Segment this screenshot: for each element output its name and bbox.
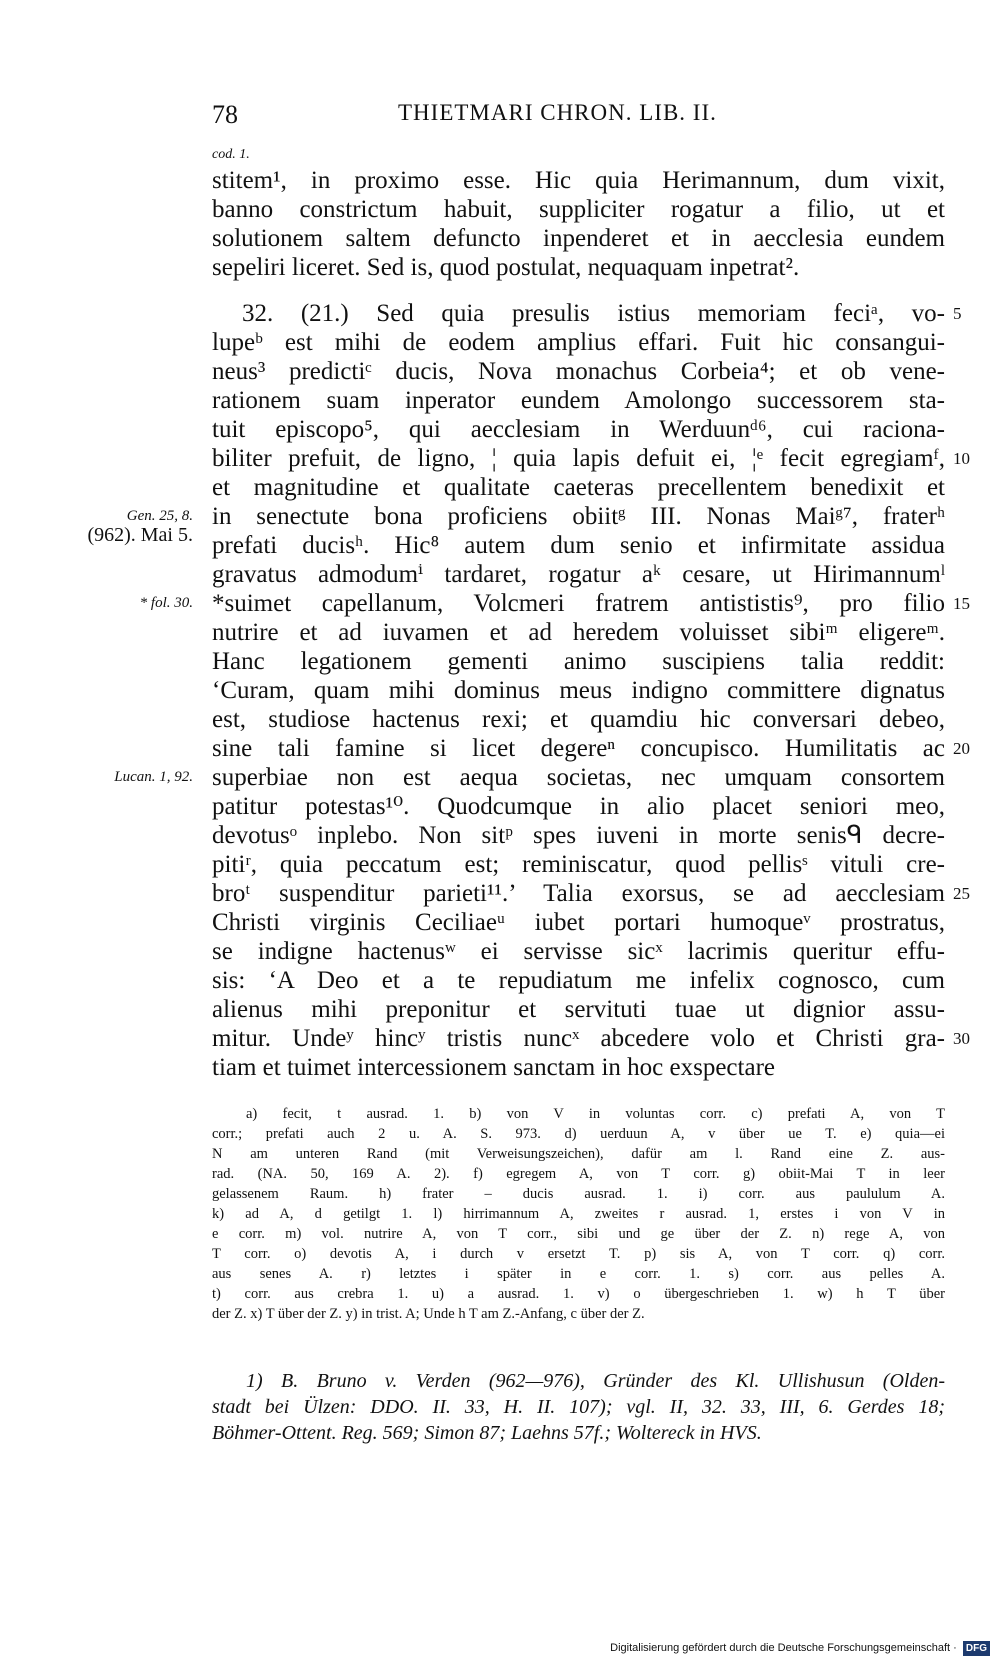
variant-line: T corr. o) devotis A, i durch v ersetzt T. p) sis A, von T corr. q) corr. <box>212 1246 945 1262</box>
text-line: 32. (21.) Sed quia presulis istius memoriam feciᵃ, vo- <box>242 300 945 327</box>
text-line: stitem¹, in proximo esse. Hic quia Herimannum, dum vixit, <box>212 167 945 194</box>
text-line: sis: ‘A Deo et a te repudiatum me infelix cognosco, cum <box>212 967 945 994</box>
text-line: prefati ducisʰ. Hic⁸ autem dum senio et infirmitate assidua <box>212 532 945 559</box>
footnote-line: Böhmer-Ottent. Reg. 569; Simon 87; Laehns 57f.; Woltereck in HVS. <box>212 1422 762 1444</box>
text-line: tiam et tuimet intercessionem sanctam in hoc exspectare <box>212 1054 775 1081</box>
dfg-logo: DFG <box>963 1641 990 1656</box>
line-number: 25 <box>953 884 970 903</box>
variant-apparatus <box>212 1104 945 1324</box>
text-line: Hanc legationem gementi animo suscipiens talia reddit: <box>212 648 945 675</box>
text-line: broᵗ suspenditur parieti¹¹.’ Talia exorsus, se ad aecclesiam <box>212 880 945 907</box>
text-line: superbiae non est aequa societas, nec umquam consortem <box>212 764 945 791</box>
line-number: 20 <box>953 739 970 758</box>
text-line: pitiʳ, quia peccatum est; reminiscatur, quod pellisˢ vituli cre- <box>212 851 945 878</box>
text-line: sine tali famine si licet degereⁿ concupisco. Humilitatis ac <box>212 735 945 762</box>
running-title: THIETMARI CHRON. LIB. II. <box>398 100 717 125</box>
variant-line: gelassenem Raum. h) frater – ducis ausrad. 1. i) corr. aus paululum A. <box>212 1186 945 1202</box>
margin-note: Gen. 25, 8. <box>126 508 193 524</box>
text-line: gravatus admodumⁱ tardaret, rogatur aᵏ cesare, ut Hirimannumˡ <box>212 561 945 588</box>
page-number: 78 <box>212 100 238 129</box>
text-line: lupeᵇ est mihi de eodem amplius effari. Fuit hic consangui- <box>212 329 945 356</box>
margin-note: Lucan. 1, 92. <box>114 769 193 785</box>
line-number: 30 <box>953 1029 970 1048</box>
text-line: *suimet capellanum, Volcmeri fratrem antististis⁹, pro filio <box>212 590 945 617</box>
text-line: et magnitudine et qualitate caeteras precellentem benedixit et <box>212 474 945 501</box>
text-line: patitur potestas¹⁰. Quodcumque in alio placet seniori meo, <box>212 793 945 820</box>
variant-line: aus senes A. r) letztes i später in e corr. 1. s) corr. aus pelles A. <box>212 1266 945 1282</box>
credit-text: Digitalisierung gefördert durch die Deutsche Forschungsgemeinschaft · <box>610 1642 957 1654</box>
line-number: 10 <box>953 449 970 468</box>
cod-note: cod. 1. <box>212 147 250 162</box>
text-line: nutrire et ad iuvamen et ad heredem voluisset sibiᵐ eligereᵐ. <box>212 619 945 646</box>
line-number: 5 <box>953 304 962 323</box>
variant-line: k) ad A, d getilgt 1. l) hirrimannum A, zweites r ausrad. 1, erstes i von V in <box>212 1206 945 1222</box>
variant-line: e corr. m) vol. nutrire A, von T corr., sibi und ge über der Z. n) rege A, von <box>212 1226 945 1242</box>
margin-note-folio: * fol. 30. <box>139 595 193 611</box>
variant-line: t) corr. aus crebra 1. u) a ausrad. 1. v) o übergeschrieben 1. w) h T über <box>212 1286 945 1302</box>
text-line: solutionem saltem defuncto inpenderet et in aecclesia eundem <box>212 225 945 252</box>
text-line: alienus mihi preponitur et servituti tuae ut dignior assu- <box>212 996 945 1023</box>
footnotes <box>212 1368 945 1446</box>
text-line: Christi virginis Ceciliaeᵘ iubet portari humoqueᵛ prostratus, <box>212 909 945 936</box>
text-line: est, studiose hactenus rexi; et quamdiu hic conversari debeo, <box>212 706 945 733</box>
text-line: biliter prefuit, de ligno, ¦ quia lapis defuit ei, ¦ᵉ fecit egregiamᶠ, <box>212 445 945 472</box>
text-line: in senectute bona proficiens obiitᵍ III. Nonas Maiᵍ⁷, fraterʰ <box>212 503 945 530</box>
variant-line: der Z. x) T über der Z. y) in trist. A; Unde h T am Z.-Anfang, c über der Z. <box>212 1306 645 1322</box>
text-line: devotusᵒ inplebo. Non sitᵖ spes iuveni in morte senisᑫ decre- <box>212 822 945 849</box>
text-line: neus³ predictiᶜ ducis, Nova monachus Corbeia⁴; et ob vene- <box>212 358 945 385</box>
line-number: 15 <box>953 594 970 613</box>
digitization-credit <box>610 1639 990 1657</box>
text-line: rationem suam inperator eundem Amolongo successorem sta- <box>212 387 945 414</box>
footnote-line: stadt bei Ülzen: DDO. II. 33, H. II. 107); vgl. II, 32. 33, III, 6. Gerdes 18; <box>212 1396 945 1418</box>
text-line: sepeliri liceret. Sed is, quod postulat, nequaquam inpetrat². <box>212 254 800 281</box>
text-line: tuit episcopo⁵, qui aecclesiam in Werduunᵈ⁶, cui raciona- <box>212 416 945 443</box>
text-line: mitur. Undeʸ hincʸ tristis nuncˣ abcedere volo et Christi gra- <box>212 1025 945 1052</box>
margin-note-year: (962). Mai 5. <box>87 524 193 546</box>
text-line: banno constrictum habuit, suppliciter rogatur a filio, ut et <box>212 196 945 223</box>
variant-line: a) fecit, t ausrad. 1. b) von V in voluntas corr. c) prefati A, von T <box>246 1106 945 1122</box>
text-line: se indigne hactenusʷ ei servisse sicˣ lacrimis queritur effu- <box>212 938 945 965</box>
variant-line: corr.; prefati auch 2 u. A. S. 973. d) uerduun A, v über ue T. e) quia—ei <box>212 1126 945 1142</box>
variant-line: rad. (NA. 50, 169 A. 2). f) egregem A, von T corr. g) obiit-Mai T in leer <box>212 1166 945 1182</box>
main-text-chapter-32 <box>212 299 945 1082</box>
text-line: ‘Curam, quam mihi dominus meus indigno committere dignatus <box>212 677 945 704</box>
main-text <box>212 166 945 282</box>
variant-line: N am unteren Rand (mit Verweisungszeichen), dafür am l. Rand eine Z. aus- <box>212 1146 945 1162</box>
footnote-line: 1) B. Bruno v. Verden (962—976), Gründer des Kl. Ullishusun (Olden- <box>246 1370 945 1392</box>
